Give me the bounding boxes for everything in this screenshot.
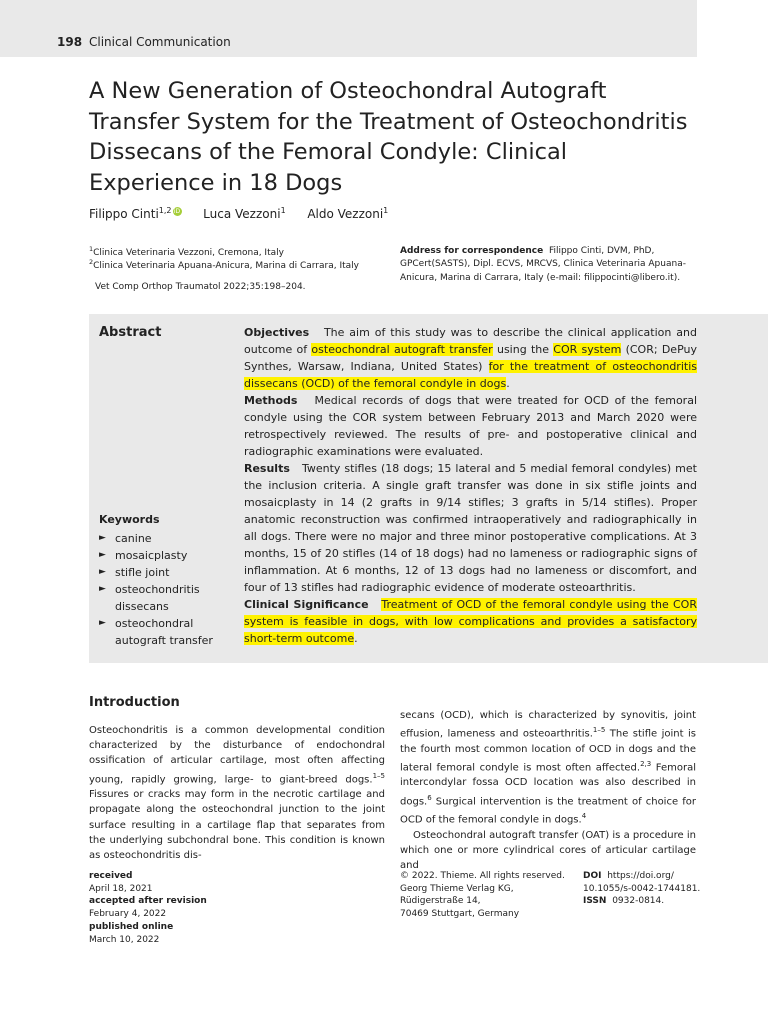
- body-column-right: [400, 708, 696, 873]
- arrow-right-icon: ►: [99, 618, 106, 628]
- arrow-right-icon: ►: [99, 533, 106, 543]
- page-number: 198: [57, 35, 83, 49]
- keyword-item[interactable]: ► stifle joint: [99, 566, 170, 579]
- highlight: for the treatment of osteochondritis dissecans (OCD) of the femoral condyle in dogs: [244, 360, 697, 390]
- abstract-objectives: Objectives The aim of this study was to describe the clinical application and outcome of osteochondral autograft transfer using the COR system (COR; DePuy Synthes, Warsaw, Indiana, United States) for the treatment of osteochondritis dissecans (OCD) of the femoral condyle in dogs.: [244, 326, 697, 390]
- doi-link[interactable]: 10.1055/s-0042-1744181.: [583, 883, 701, 894]
- keyword-item[interactable]: ► osteochondritis dissecans: [99, 583, 200, 613]
- correspondence-address: Address for correspondence Filippo Cinti, DVM, PhD, GPCert(SASTS), Dipl. ECVS, MRCVS, Clinica Veterinaria Apuana-Anicura, Marina di Carrara, Italy (e-mail: filippocinti@libero.it).: [400, 246, 686, 283]
- citation-ref[interactable]: 2,3: [640, 759, 652, 768]
- citation-ref[interactable]: 4: [581, 812, 587, 821]
- keyword-list: [99, 530, 234, 649]
- doi-link[interactable]: https://doi.org/: [607, 871, 674, 881]
- citation-ref[interactable]: 1–5: [592, 726, 606, 735]
- keyword-item[interactable]: ► mosaicplasty: [99, 549, 188, 562]
- affiliation-1: $^1$Clinica Veterinaria Vezzoni, Cremona, Italy: [89, 245, 284, 258]
- body-paragraph: Osteochondritis is a common developmental condition characterized by the disturbance of endochondral ossification of articular cartilage, most often affecting young, rapidly growing, large- to giant-breed dogs.$^{1-5}$ Fissures or cracks may form in the necrotic cartilage and propagate along the osteochondral junction to the joint surface resulting in a cartilage flap that separates from the underlying subchondral bone. This condition is known as osteochondritis dis-: [89, 725, 385, 861]
- article-history: received April 18, 2021 accepted after revision February 4, 2022 published online March 10, 2022: [89, 871, 207, 945]
- introduction-heading: Introduction: [89, 695, 180, 710]
- doi-issn-block: DOI https://doi.org/ 10.1055/s-0042-1744181. ISSN 0932-0814.: [583, 871, 701, 907]
- body-paragraph: Osteochondral autograft transfer (OAT) is a procedure in which one or more cylindrical cores of articular cartilage and: [400, 829, 696, 872]
- body-paragraph: secans (OCD), which is characterized by synovitis, joint effusion, lameness and osteoarthritis.$^{1-5}$ The stifle joint is the fourth most common location of OCD in dogs and the lateral femoral condyle is most often affected.$^{2,3}$ Femoral intercondylar fossa OCD location was also described in dogs.$^6$ Surgical intervention is the treatment of choice for OCD of the femoral condyle in dogs.$^4$: [400, 710, 696, 826]
- keyword-item[interactable]: ► osteochondral autograft transfer: [99, 617, 213, 647]
- copyright-notice: © 2022. Thieme. All rights reserved. Georg Thieme Verlag KG, Rüdigerstraße 14, 70469 Stuttgart, Germany: [400, 871, 565, 920]
- article-title: A New Generation of Osteochondral Autograft Transfer System for the Treatment of Osteochondritis Dissecans of the Femoral Condyle: Clinical Experience in 18 Dogs: [89, 78, 688, 196]
- author-affiliation-mark: 1: [280, 206, 286, 215]
- arrow-right-icon: ►: [99, 584, 106, 594]
- abstract-heading: Abstract: [99, 325, 162, 340]
- abstract-methods: Methods Medical records of dogs that were treated for OCD of the femoral condyle using the COR system between February 2013 and March 2020 were retrospectively reviewed. The results of pre- and postoperative clinical and radiographic examinations were evaluated.: [244, 394, 697, 458]
- citation-ref[interactable]: 6: [427, 793, 432, 802]
- abstract-significance: Clinical Significance Treatment of OCD of the femoral condyle using the COR system is feasible in dogs, with low complications and provides a satisfactory short-term outcome.: [244, 598, 697, 645]
- highlight: osteochondral autograft transfer: [311, 343, 493, 356]
- highlight: COR system: [553, 343, 622, 356]
- highlight: Treatment of OCD of the femoral condyle using the COR system is feasible in dogs, with low complications and provides a satisfactory short-term outcome: [244, 598, 697, 645]
- body-column-left: [89, 723, 385, 863]
- journal-citation: Vet Comp Orthop Traumatol 2022;35:198–204.: [95, 282, 306, 292]
- author-name[interactable]: Aldo Vezzoni: [307, 207, 384, 221]
- author-name[interactable]: Filippo Cinti: [89, 207, 159, 221]
- arrow-right-icon: ►: [99, 550, 106, 560]
- section-label: Clinical Communication: [89, 35, 231, 49]
- author-affiliation-mark: 1: [383, 206, 389, 215]
- abstract-body: [244, 324, 697, 647]
- keywords-heading: Keywords: [99, 513, 160, 526]
- author-name[interactable]: Luca Vezzoni: [203, 207, 281, 221]
- orcid-icon[interactable]: iD: [173, 208, 181, 215]
- affiliation-2: $^2$Clinica Veterinaria Apuana-Anicura, Marina di Carrara, Italy: [89, 258, 359, 271]
- citation-ref[interactable]: 1–5: [372, 771, 385, 780]
- abstract-results: Results Twenty stifles (18 dogs; 15 lateral and 5 medial femoral condyles) met the inclusion criteria. A single graft transfer was done in six stifle joints and mosaicplasty in 14 (2 grafts in 9/14 stifles; 3 grafts in 5/14 stifles). Proper anatomic reconstruction was confirmed intraoperatively and radiographically in all dogs. There were no major and three minor postoperative complications. At 3 months, 15 of 20 stifles (14 of 18 dogs) had no lameness or radiographic signs of inflammation. At 6 months, 12 of 13 dogs had no lameness or discomfort, and four of 13 stifles had radiographic evidence of moderate osteoarthritis.: [244, 462, 697, 594]
- author-list: [89, 206, 388, 221]
- author-affiliation-mark: 1,2: [158, 206, 172, 215]
- arrow-right-icon: ►: [99, 567, 106, 577]
- keyword-item[interactable]: ► canine: [99, 532, 152, 545]
